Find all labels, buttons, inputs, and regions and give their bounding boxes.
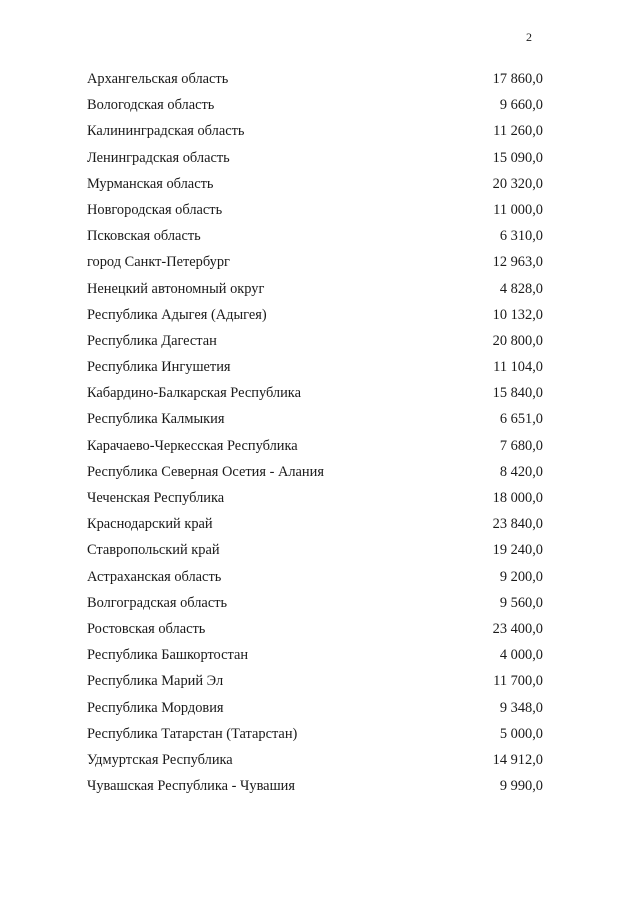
page-number: 2 [526, 30, 532, 44]
table-row [87, 94, 543, 120]
region-value: 20 320,0 [492, 175, 543, 192]
region-value: 9 660,0 [499, 97, 543, 114]
region-value: 4 828,0 [499, 280, 543, 297]
region-name: Астраханская область [87, 568, 222, 585]
region-name: Республика Калмыкия [87, 411, 225, 428]
region-value: 11 260,0 [493, 123, 543, 140]
table-row [87, 592, 543, 618]
region-name: Калининградская область [87, 123, 245, 140]
table-row [87, 408, 543, 434]
region-value: 6 310,0 [499, 228, 543, 245]
region-value: 18 000,0 [492, 490, 543, 506]
region-name: Республика Башкортостан [87, 647, 249, 664]
region-value: 11 700,0 [493, 673, 543, 690]
region-name: Кабардино-Балкарская Республика [87, 385, 301, 402]
table-row [87, 68, 543, 94]
region-name: Чувашская Республика - Чувашия [87, 778, 295, 795]
region-value: 14 912,0 [492, 751, 543, 768]
region-name: Ставропольский край [87, 542, 220, 559]
region-name: Псковская область [87, 228, 201, 245]
region-name: Республика Татарстан (Татарстан) [87, 725, 298, 742]
table-row [87, 566, 543, 592]
region-value: 11 104,0 [493, 359, 543, 376]
table-row [87, 435, 543, 461]
region-name: Чеченская Республика [87, 490, 225, 506]
region-name: Республика Марий Эл [87, 673, 224, 690]
region-value: 15 090,0 [492, 149, 543, 166]
table-row [87, 278, 543, 304]
table-row [87, 539, 543, 565]
region-value: 11 000,0 [493, 201, 543, 218]
region-name: город Санкт-Петербург [87, 254, 230, 271]
region-name: Краснодарский край [87, 516, 213, 533]
region-value: 19 240,0 [492, 542, 543, 559]
table-row [87, 749, 543, 775]
region-value: 5 000,0 [499, 725, 543, 742]
region-value: 10 132,0 [492, 306, 543, 323]
table-row [87, 147, 543, 173]
region-name: Мурманская область [87, 175, 214, 192]
table-row [87, 330, 543, 356]
table-row [87, 697, 543, 723]
region-name: Архангельская область [87, 71, 229, 87]
table-row [87, 356, 543, 382]
region-value: 15 840,0 [492, 385, 543, 402]
table-row [87, 644, 543, 670]
region-value: 23 400,0 [492, 620, 543, 637]
table-row [87, 513, 543, 539]
region-value: 20 800,0 [492, 332, 543, 349]
region-table [87, 68, 543, 801]
region-value: 17 860,0 [492, 71, 543, 87]
region-value: 9 200,0 [499, 568, 543, 585]
region-value: 6 651,0 [499, 411, 543, 428]
table-row [87, 225, 543, 251]
region-name: Республика Северная Осетия - Алания [87, 463, 324, 480]
table-row [87, 723, 543, 749]
region-name: Новгородская область [87, 201, 223, 218]
region-value: 9 990,0 [499, 778, 543, 795]
region-value: 12 963,0 [492, 254, 543, 271]
region-value: 23 840,0 [492, 516, 543, 533]
region-name: Ленинградская область [87, 149, 230, 166]
region-value: 7 680,0 [499, 437, 543, 454]
region-name: Вологодская область [87, 97, 215, 114]
table-row [87, 382, 543, 408]
table-row [87, 487, 543, 513]
region-name: Ненецкий автономный округ [87, 280, 265, 297]
table-row [87, 199, 543, 225]
region-name: Карачаево-Черкесская Республика [87, 437, 298, 454]
region-name: Ростовская область [87, 620, 206, 637]
region-name: Республика Дагестан [87, 332, 217, 349]
table-row [87, 120, 543, 146]
table-row [87, 618, 543, 644]
table-row [87, 173, 543, 199]
table-row [87, 251, 543, 277]
region-value: 9 560,0 [499, 594, 543, 611]
region-name: Республика Мордовия [87, 699, 224, 716]
region-name: Волгоградская область [87, 594, 228, 611]
region-value: 8 420,0 [499, 463, 543, 480]
region-value: 9 348,0 [499, 699, 543, 716]
region-value: 4 000,0 [499, 647, 543, 664]
table-row [87, 670, 543, 696]
table-row [87, 304, 543, 330]
region-name: Республика Ингушетия [87, 359, 231, 376]
table-row [87, 775, 543, 801]
table-row [87, 461, 543, 487]
region-name: Удмуртская Республика [87, 751, 233, 768]
region-name: Республика Адыгея (Адыгея) [87, 306, 267, 323]
